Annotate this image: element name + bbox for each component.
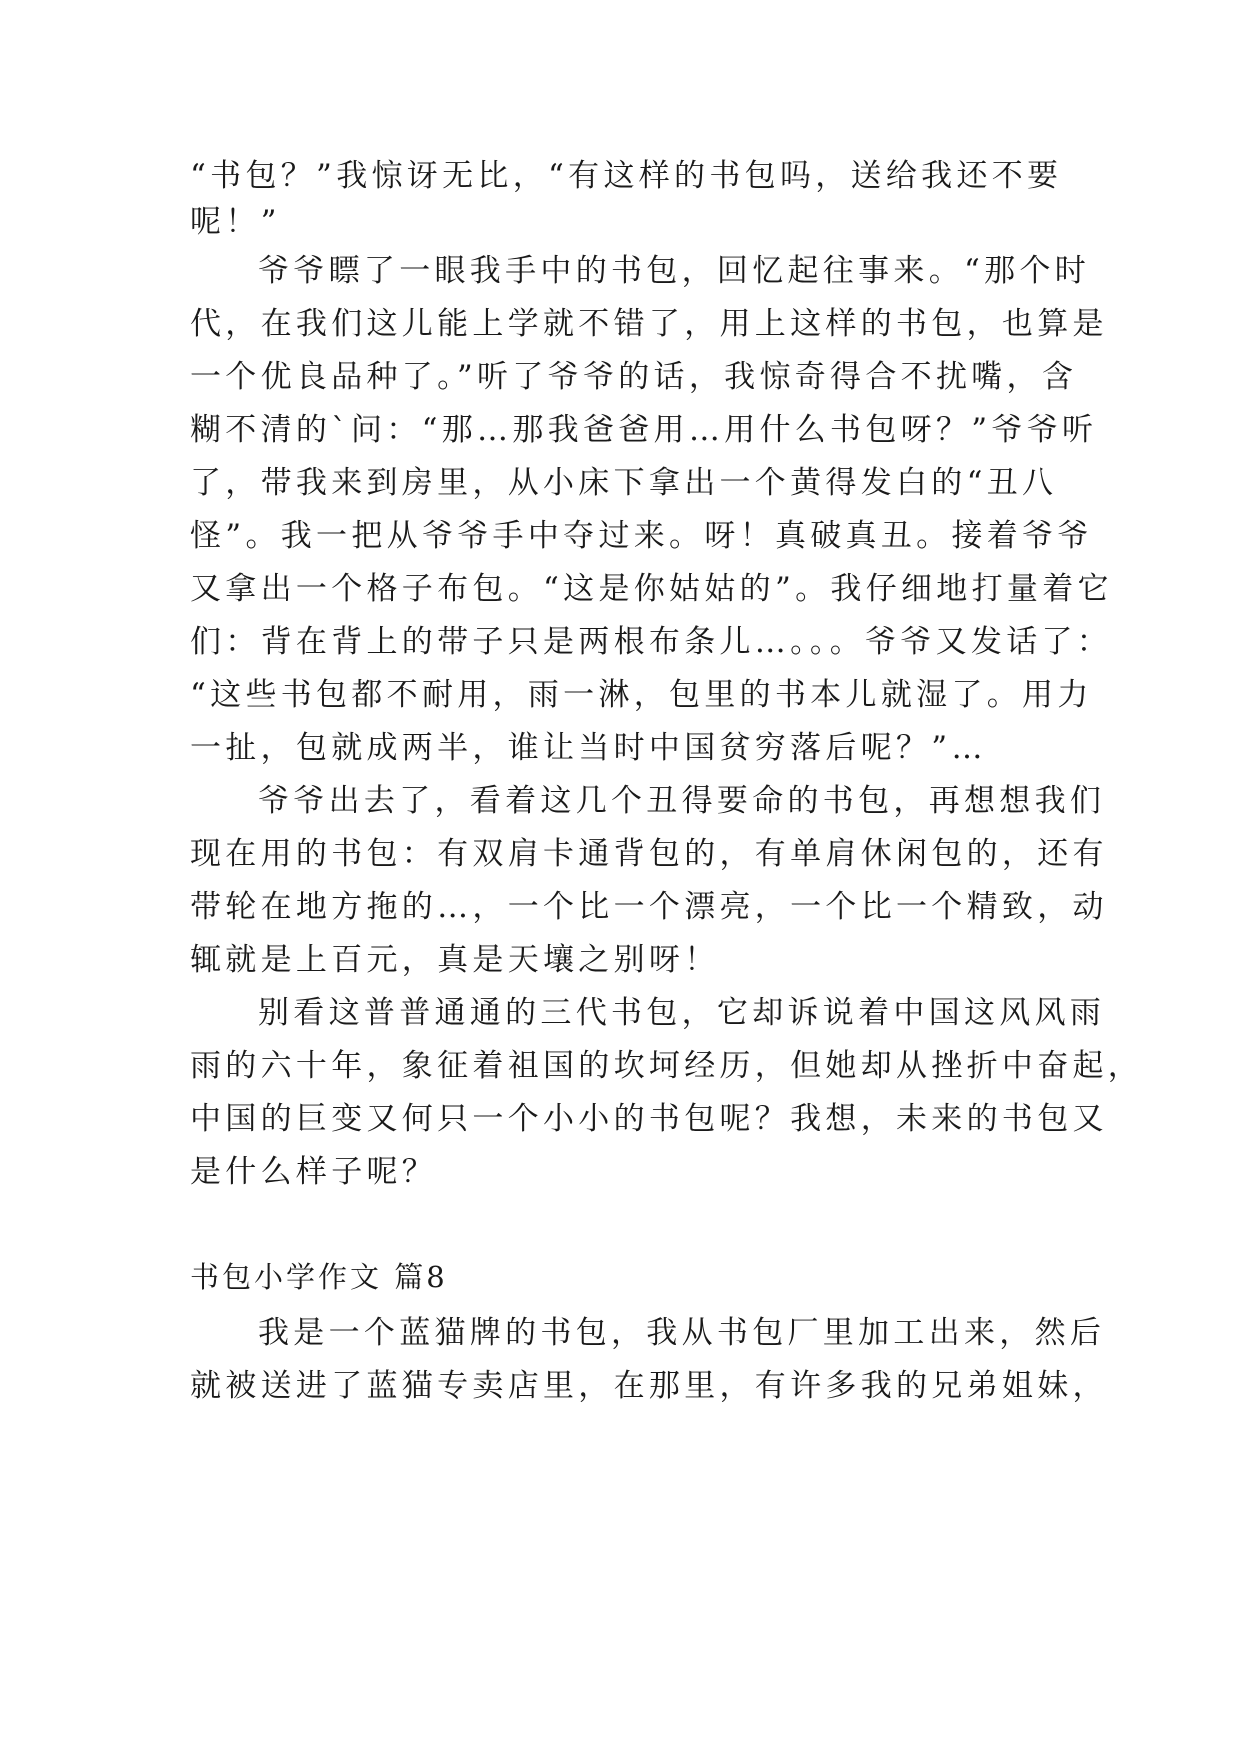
text-line: 代，在我们这儿能上学就不错了，用上这样的书包，也算是: [190, 306, 1108, 342]
text-line: 带轮在地方拖的…，一个比一个漂亮，一个比一个精致，动: [190, 889, 1108, 925]
text-line: 是什么样子呢？: [190, 1154, 438, 1190]
paragraph-start: 别看这普普通通的三代书包，它却诉说着中国这风风雨: [258, 995, 1106, 1031]
paragraph-start: 爷爷出去了，看着这几个丑得要命的书包，再想想我们: [258, 783, 1106, 819]
text-line: 辄就是上百元，真是天壤之别呀！: [190, 942, 720, 978]
text-line: 糊不清的`问：“那…那我爸爸用…用什么书包呀？”爷爷听: [190, 412, 1098, 448]
paragraph-start: 爷爷瞟了一眼我手中的书包，回忆起往事来。“那个时: [258, 253, 1091, 289]
text-line: 现在用的书包：有双肩卡通背包的，有单肩休闲包的，还有: [190, 836, 1108, 872]
text-line: 一个优良品种了。”听了爷爷的话，我惊奇得合不扰嘴，含: [190, 359, 1078, 395]
text-line: “书包？”我惊讶无比，“有这样的书包吗，送给我还不要: [190, 158, 1063, 194]
text-line: “这些书包都不耐用，雨一淋，包里的书本儿就湿了。用力: [190, 677, 1093, 713]
section-heading: 书包小学作文 篇8: [190, 1260, 448, 1294]
text-line: 雨的六十年，象征着祖国的坎坷经历，但她却从挫折中奋起，: [190, 1048, 1144, 1084]
paragraph-start: 我是一个蓝猫牌的书包，我从书包厂里加工出来，然后: [258, 1315, 1106, 1351]
text-line: 怪”。我一把从爷爷手中夺过来。呀！真破真丑。接着爷爷: [190, 518, 1093, 554]
text-line: 中国的巨变又何只一个小小的书包呢？我想，未来的书包又: [190, 1101, 1108, 1137]
text-line: 了，带我来到房里，从小床下拿出一个黄得发白的“丑八: [190, 465, 1058, 501]
text-line: 们：背在背上的带子只是两根布条儿…。。。爷爷又发话了：: [190, 624, 1113, 660]
text-line: 又拿出一个格子布包。“这是你姑姑的”。我仔细地打量着它: [190, 571, 1113, 607]
text-line: 呢！”: [190, 204, 281, 240]
text-line: 一扯，包就成两半，谁让当时中国贫穷落后呢？”…: [190, 730, 987, 766]
text-line: 就被送进了蓝猫专卖店里，在那里，有许多我的兄弟姐妹，: [190, 1368, 1108, 1404]
